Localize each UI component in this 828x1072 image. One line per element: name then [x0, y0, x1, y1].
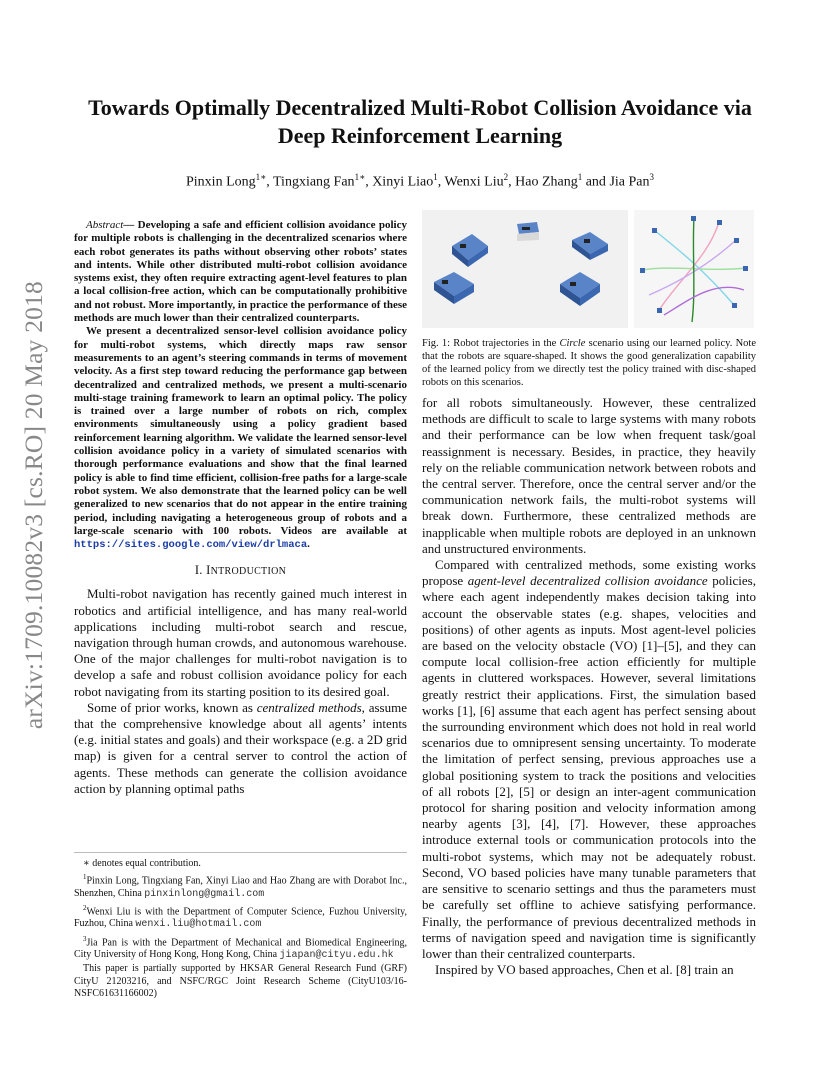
footnote-1: [74, 871, 407, 901]
footnote-3-text: Jia Pan is with the Department of Mechanical and Biomedical Engineering, City University of Hong Kong, Hong Kong, China: [74, 937, 407, 961]
author: Xinyi Liao: [372, 174, 434, 190]
author-affiliation: 3: [649, 172, 654, 182]
intro-p2-text-b: , assume that the comprehensive knowledge about all agents’ intents (e.g. initial states and goals) and their workspace (e.g. a 2D grid map) is given for a central server to control the action of agents. These methods can generate the collision avoidance action by planning optimal paths: [74, 699, 407, 796]
right-paragraph-1: for all robots simultaneously. However, these centralized methods are difficult to scale to large systems with many robots and their performance can be low when frequent task/goal reassignment is necessary. Besides, in practice, they heavily rely on the reliable communication network between robots and the central server. Therefore, once the central server and/or the communication network fails, the multi-robot systems will break down. Furthermore, these centralized methods are inapplicable when multiple robots are deployed in an unknown and unstructured environments.: [422, 395, 756, 556]
right-paragraph-3: Inspired by VO based approaches, Chen et al. [8] train an: [435, 962, 734, 978]
section-number: I.: [194, 563, 207, 578]
title-line-1: Towards Optimally Decentralized Multi-Robot Collision Avoidance via: [88, 95, 752, 120]
right-p2-text-a: Compared with centralized methods, some existing works propose: [422, 557, 756, 589]
author-affiliation: 1: [433, 172, 438, 182]
abstract-paragraph-1: [74, 219, 407, 325]
author-list: Pinxin Long$^{1∗}$, Tingxiang Fan$^{1∗}$, Xinyi Liao$^1$, Wenxi Liu$^2$, Hao Zhang$^1$ and Jia Pan$^3$: [186, 172, 654, 190]
email-address[interactable]: wenxi.liu@hotmail.com: [135, 919, 262, 931]
footnote-funding: This paper is partially supported by HKSAR General Research Fund (GRF) CityU 21203216, and NSFC/RGC Joint Research Scheme (CityU103/16-NSFC61631166002): [74, 963, 407, 999]
trajectory-plot: [634, 210, 754, 328]
abstract-text-1: — Developing a safe and efficient collision avoidance policy for multiple robots is challenging in the decentralized scenarios where each robot generates its paths without observing other robots’ states and intents. While other distributed multi-robot collision avoidance systems exist, they often require extracting agent-level features to plan a local collision-free action, which can be computationally prohibitive and not robust. More importantly, in practice the performance of these methods are much lower than their centralized counterparts.: [74, 219, 407, 325]
abstract-paragraph-2: [74, 325, 407, 552]
footnote-mark: 2: [83, 903, 87, 912]
author: Pinxin Long: [186, 174, 256, 190]
caption-text-a: Fig. 1: Robot trajectories in the: [422, 338, 560, 349]
trajectory-render: [634, 210, 754, 328]
caption-text-b: scenario using our learned policy. Note that the robots are square-shaped. It shows the good generalization capability of the learned policy from we directly test the policy trained with disc-shaped robots on this scenarios.: [422, 338, 756, 388]
figure-1-caption: [422, 337, 756, 389]
arxiv-sidebar: [18, 270, 50, 740]
author-affiliation: 1∗: [255, 172, 267, 182]
email-address[interactable]: pinxinlong@gmail.com: [144, 888, 265, 900]
abstract: [74, 219, 407, 552]
footnote-equal-contribution: ∗ denotes equal contribution.: [83, 858, 201, 869]
intro-paragraph-1: Multi-robot navigation has recently gained much interest in robotics and artificial intelligence, and has many real-world applications including multi-robot search and rescue, navigation through human crowds, and autonomous warehouse. One of the major challenges for multi-robot navigation is to develop a safe and robust collision avoidance policy for each robot navigating from its starting position to its desired goal.: [74, 586, 407, 699]
author: Hao Zhang: [515, 174, 578, 190]
project-url-link[interactable]: https://sites.google.com/view/drlmaca: [74, 539, 308, 552]
title-line-2: Deep Reinforcement Learning: [277, 123, 563, 148]
email-address[interactable]: jiapan@cityu.edu.hk: [279, 950, 394, 962]
right-p2-text-b: policies, where each agent independently makes decision taking into account the observable states (e.g. shapes, velocities and positions) of other agents as inputs. Most agent-level policies are based on the velocity obstacle (VO) [1]–[5], and they can compute local collision-free action efficiently for multiple agents in cluttered workspaces. However, several limitations greatly restrict their applications. First, the simulation based works [1], [6] assume that each agent has perfect sensing about the surrounding environment which does not hold in real world scenarios due to omnipresent sensing uncertainty. To moderate the limitation of perfect sensing, previous approaches use a global positioning system to track the positions and velocities of all robots [2], [5] or design an inter-agent communication protocol for sharing position and velocity information among nearby agents [3], [4], [7]. However, these approaches introduce external tools or communication protocols into the multi-robot systems, which may not be adequately robust. Second, VO based policies have many tunable parameters that are sensitive to scenario settings and thus the parameters must be carefully set offline to achieve satisfying performance. Finally, the performance of previous decentralized methods in terms of navigation speed and navigation time is significantly lower than their centralized counterparts.: [422, 573, 756, 961]
abstract-label: Abstract: [86, 219, 124, 231]
footnote-2: [74, 902, 407, 932]
robot-icon: [517, 222, 539, 241]
abstract-text-2: We present a decentralized sensor-level collision avoidance policy for multi-robot systems, which directly maps raw sensor measurements to an agent’s steering commands in terms of movement velocity. As a first step toward reducing the performance gap between decentralized and centralized methods, we present a multi-scenario multi-stage training framework to learn an optimal policy. The policy is trained over a large number of robots on rich, complex environments simultaneously using a policy gradient based reinforcement learning algorithm. We validate the learned sensor-level collision avoidance policy in a variety of simulated scenarios with thorough performance evaluations and show that the final learned policy is able to find time efficient, collision-free paths for a large-scale robot system. We also demonstrate that the learned policy can be well generalized to new scenarios that do not appear in the entire training period, including navigating a heterogeneous group of robots and a large-scale scenario with 100 robots. Videos are available at: [74, 325, 407, 537]
right-paragraph-2: [422, 557, 756, 962]
right-column: [422, 210, 756, 978]
author: Tingxiang Fan: [273, 174, 355, 190]
arxiv-identifier: arXiv:1709.10082v3 [cs.RO] 20 May 2018: [19, 280, 48, 730]
footnote-mark: 3: [83, 934, 87, 943]
section-initial: I: [206, 563, 211, 578]
intro-p2-emphasis: centralized methods: [256, 699, 362, 715]
robots-render: [422, 210, 628, 328]
section-title-rest: NTRODUCTION: [210, 566, 287, 578]
author-affiliation: 1: [577, 172, 583, 182]
author: Wenxi Liu: [444, 174, 504, 190]
author-affiliation: 1∗: [354, 172, 366, 182]
left-column: [74, 219, 407, 797]
right-p2-emphasis: agent-level decentralized collision avoidance: [467, 573, 708, 589]
robot-photo: [422, 210, 628, 328]
figure-1: [422, 210, 756, 328]
author-affiliation: 2: [503, 172, 509, 182]
paper-title: [70, 94, 770, 150]
footnote-2-text: Wenxi Liu is with the Department of Computer Science, Fuzhou University, Fuzhou, China: [74, 906, 407, 930]
footnotes: [74, 852, 407, 1001]
author: Jia Pan: [609, 174, 650, 190]
section-heading-introduction: [74, 563, 407, 578]
intro-paragraph-2: [74, 700, 407, 797]
footnote-1-text: Pinxin Long, Tingxiang Fan, Xinyi Liao and Hao Zhang are with Dorabot Inc., Shenzhen, China: [74, 875, 407, 899]
abstract-end: .: [307, 538, 310, 551]
right-column-body: [422, 395, 756, 978]
caption-emphasis: Circle: [559, 338, 586, 349]
intro-p2-text-a: Some of prior works, known as: [87, 699, 257, 715]
footnote-3: [74, 933, 407, 963]
introduction-body: [74, 586, 407, 797]
footnote-mark: 1: [83, 873, 87, 882]
